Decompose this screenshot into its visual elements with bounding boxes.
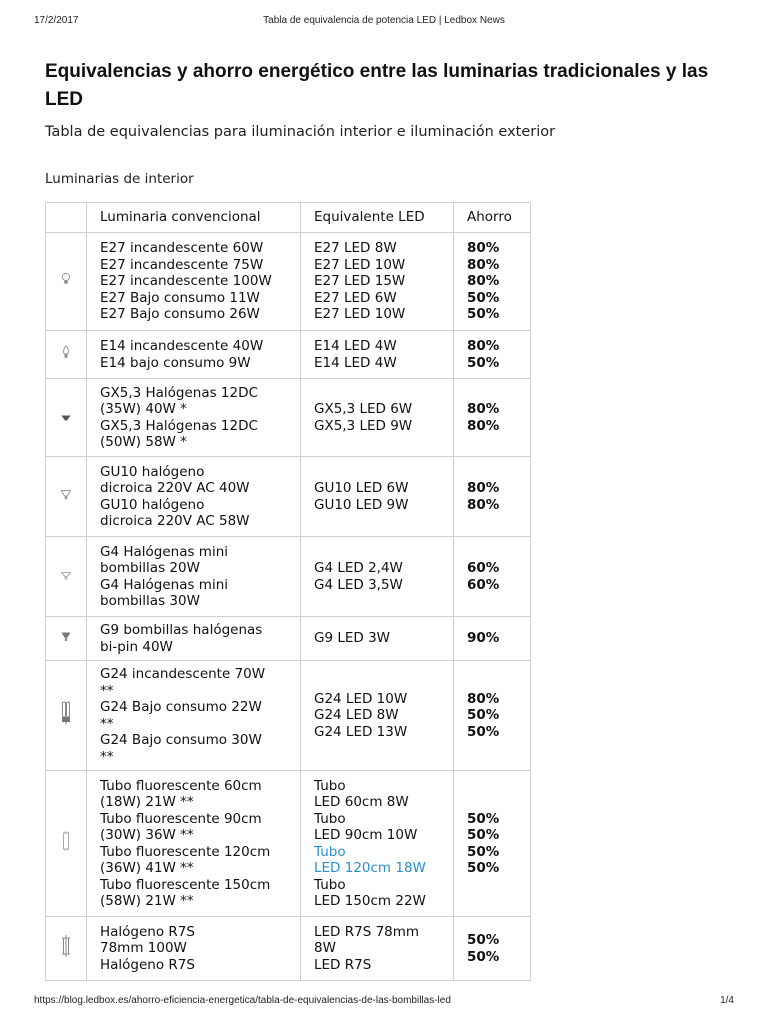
cell-line: LED 90cm 10W xyxy=(314,827,418,843)
cell-line: E27 LED 15W xyxy=(314,273,406,290)
cell-line: GU10 halógeno xyxy=(100,496,205,513)
cell-line: 60% xyxy=(467,576,500,593)
bulb-g9-icon xyxy=(61,630,71,647)
cell-line: G9 bombillas halógenas xyxy=(100,622,263,638)
led-equivalent-cell xyxy=(301,661,454,771)
row-icon-cell xyxy=(46,379,87,457)
conventional-cell xyxy=(87,379,301,457)
cell-line: E27 incandescente 100W xyxy=(100,273,272,290)
cell-line: 50% xyxy=(467,843,500,860)
print-header xyxy=(34,15,734,29)
header-savings: Ahorro xyxy=(454,203,531,233)
halogen-r7s-icon xyxy=(61,935,71,962)
lamp-g24-icon xyxy=(61,701,71,730)
savings-cell xyxy=(454,457,531,537)
led-equivalent-cell xyxy=(301,233,454,331)
cell-line: E27 Bajo consumo 26W xyxy=(100,306,260,323)
print-footer xyxy=(34,995,734,1009)
cell-line: E14 incandescente 40W xyxy=(100,338,264,354)
conventional-cell xyxy=(87,917,301,981)
cell-line: 90% xyxy=(467,630,500,647)
conventional-cell xyxy=(87,457,301,537)
bulb-g4-icon xyxy=(61,568,71,585)
spot-gu10-icon xyxy=(61,488,71,505)
cell-line: Tubo xyxy=(314,810,346,827)
cell-line: 50% xyxy=(467,810,500,827)
equivalence-table xyxy=(45,202,531,981)
led-equivalent-cell xyxy=(301,917,454,981)
cell-line: LED R7S xyxy=(314,956,372,973)
print-date: 17/2/2017 xyxy=(34,15,79,26)
cell-line: 80% xyxy=(467,496,500,513)
cell-line: Tubo fluorescente 150cm xyxy=(100,876,271,893)
cell-line: LED 150cm 22W xyxy=(314,893,426,909)
header-icon-col xyxy=(46,203,87,233)
cell-line: ** xyxy=(100,682,114,699)
led-equivalent-cell xyxy=(301,457,454,537)
cell-line: 8W xyxy=(314,940,336,957)
savings-cell xyxy=(454,917,531,981)
cell-line: ** xyxy=(100,715,114,732)
cell-line: 80% xyxy=(467,480,500,496)
cell-line: G4 LED 3,5W xyxy=(314,576,403,593)
cell-line: 80% xyxy=(467,690,500,707)
cell-line: G9 LED 3W xyxy=(314,630,391,647)
cell-line: Halógeno R7S xyxy=(100,956,195,973)
led-equivalent-cell xyxy=(301,379,454,457)
conventional-cell xyxy=(87,537,301,617)
spot-gx53-icon xyxy=(61,409,71,426)
header-led: Equivalente LED xyxy=(301,203,454,233)
bulb-e14-icon xyxy=(62,345,70,364)
table-row xyxy=(46,917,531,981)
cell-line: 80% xyxy=(467,338,500,354)
cell-line: E27 incandescente 60W xyxy=(100,240,264,257)
cell-line: 78mm 100W xyxy=(100,940,187,957)
cell-line: GX5,3 Halógenas 12DC xyxy=(100,417,258,434)
product-link[interactable]: Tubo xyxy=(314,843,346,860)
cell-line: GX5,3 LED 9W xyxy=(314,417,413,434)
led-equivalent-cell xyxy=(301,617,454,661)
cell-line: 50% xyxy=(467,707,500,724)
cell-line: E27 Bajo consumo 11W xyxy=(100,289,260,306)
cell-line: G4 Halógenas mini xyxy=(100,543,229,560)
cell-line: (58W) 21W ** xyxy=(100,893,194,909)
savings-cell xyxy=(454,617,531,661)
cell-line: dicroica 220V AC 58W xyxy=(100,513,250,529)
savings-cell xyxy=(454,771,531,917)
cell-line: GX5,3 LED 6W xyxy=(314,401,413,417)
cell-line: bombillas 20W xyxy=(100,560,200,576)
cell-line: Tubo xyxy=(314,876,346,893)
conventional-cell xyxy=(87,617,301,661)
conventional-cell xyxy=(87,661,301,771)
cell-line: (35W) 40W * xyxy=(100,401,187,417)
cell-line: G24 LED 8W xyxy=(314,707,399,724)
cell-line: E14 LED 4W xyxy=(314,354,397,371)
cell-line: 80% xyxy=(467,256,500,273)
cell-line: Tubo fluorescente 60cm xyxy=(100,777,262,794)
savings-cell xyxy=(454,379,531,457)
row-icon-cell xyxy=(46,233,87,331)
cell-line: 80% xyxy=(467,240,500,257)
led-equivalent-cell xyxy=(301,331,454,379)
article-title: Equivalencias y ahorro energético entre las luminarias tradicionales y las LED xyxy=(45,61,709,110)
cell-line: 50% xyxy=(467,354,500,371)
cell-line: E27 LED 10W xyxy=(314,256,406,273)
conventional-cell xyxy=(87,331,301,379)
cell-line: 80% xyxy=(467,273,500,290)
cell-line: Tubo fluorescente 120cm xyxy=(100,843,271,860)
table-row xyxy=(46,617,531,661)
table-row xyxy=(46,379,531,457)
product-link[interactable]: LED 120cm 18W xyxy=(314,860,426,876)
cell-line: G24 incandescente 70W xyxy=(100,666,266,682)
tube-fluorescent-icon xyxy=(62,831,70,856)
cell-line: LED R7S 78mm xyxy=(314,923,420,940)
table-row xyxy=(46,661,531,771)
cell-line: GU10 halógeno xyxy=(100,463,205,480)
cell-line: 80% xyxy=(467,417,500,434)
cell-line: GX5,3 Halógenas 12DC xyxy=(100,384,258,401)
cell-line: E27 LED 8W xyxy=(314,240,397,257)
cell-line: (18W) 21W ** xyxy=(100,794,194,810)
table-row xyxy=(46,537,531,617)
cell-line: ** xyxy=(100,748,114,765)
led-equivalent-cell xyxy=(301,771,454,917)
article-subtitle: Tabla de equivalencias para iluminación interior e iluminación exterior xyxy=(45,124,556,140)
cell-line: GU10 LED 9W xyxy=(314,496,409,513)
cell-line: G4 LED 2,4W xyxy=(314,560,403,576)
cell-line: 50% xyxy=(467,860,500,876)
table-row xyxy=(46,331,531,379)
cell-line: 50% xyxy=(467,723,500,740)
section-heading: Luminarias de interior xyxy=(45,171,194,187)
cell-line: dicroica 220V AC 40W xyxy=(100,480,250,496)
row-icon-cell xyxy=(46,771,87,917)
cell-line: G24 Bajo consumo 30W xyxy=(100,732,262,748)
cell-line: Tubo fluorescente 90cm xyxy=(100,810,262,827)
table-row xyxy=(46,233,531,331)
cell-line: E27 LED 6W xyxy=(314,289,397,306)
cell-line: Halógeno R7S xyxy=(100,923,195,940)
cell-line: G24 LED 13W xyxy=(314,723,408,740)
row-icon-cell xyxy=(46,617,87,661)
cell-line: G24 Bajo consumo 22W xyxy=(100,699,262,715)
table-row xyxy=(46,771,531,917)
cell-line: E14 LED 4W xyxy=(314,338,397,354)
table-row xyxy=(46,457,531,537)
cell-line: 80% xyxy=(467,401,500,417)
row-icon-cell xyxy=(46,457,87,537)
print-page-title: Tabla de equivalencia de potencia LED | Ledbox News xyxy=(263,15,505,26)
header-conventional: Luminaria convencional xyxy=(87,203,301,233)
cell-line: G4 Halógenas mini xyxy=(100,576,229,593)
cell-line: G24 LED 10W xyxy=(314,690,408,707)
cell-line: GU10 LED 6W xyxy=(314,480,409,496)
cell-line: (30W) 36W ** xyxy=(100,827,194,843)
row-icon-cell xyxy=(46,917,87,981)
led-equivalent-cell xyxy=(301,537,454,617)
cell-line: E14 bajo consumo 9W xyxy=(100,354,251,371)
table-header-row xyxy=(46,203,531,233)
cell-line: E27 LED 10W xyxy=(314,306,406,323)
cell-line: LED 60cm 8W xyxy=(314,794,409,810)
cell-line: Tubo xyxy=(314,777,346,794)
cell-line: (36W) 41W ** xyxy=(100,860,194,876)
bulb-e27-icon xyxy=(61,273,71,290)
conventional-cell xyxy=(87,771,301,917)
cell-line: bombillas 30W xyxy=(100,593,200,609)
cell-line: 60% xyxy=(467,560,500,576)
cell-line: 50% xyxy=(467,306,500,323)
print-page-number: 1/4 xyxy=(720,995,734,1006)
conventional-cell xyxy=(87,233,301,331)
row-icon-cell xyxy=(46,331,87,379)
savings-cell xyxy=(454,537,531,617)
cell-line: 50% xyxy=(467,948,500,965)
savings-cell xyxy=(454,331,531,379)
cell-line: (50W) 58W * xyxy=(100,434,187,450)
cell-line: bi-pin 40W xyxy=(100,638,173,655)
row-icon-cell xyxy=(46,537,87,617)
row-icon-cell xyxy=(46,661,87,771)
cell-line: E27 incandescente 75W xyxy=(100,256,264,273)
savings-cell xyxy=(454,661,531,771)
cell-line: 50% xyxy=(467,289,500,306)
savings-cell xyxy=(454,233,531,331)
cell-line: 50% xyxy=(467,827,500,843)
print-url: https://blog.ledbox.es/ahorro-eficiencia-energetica/tabla-de-equivalencias-de-las-bombillas-led xyxy=(34,995,451,1006)
cell-line: 50% xyxy=(467,932,500,948)
